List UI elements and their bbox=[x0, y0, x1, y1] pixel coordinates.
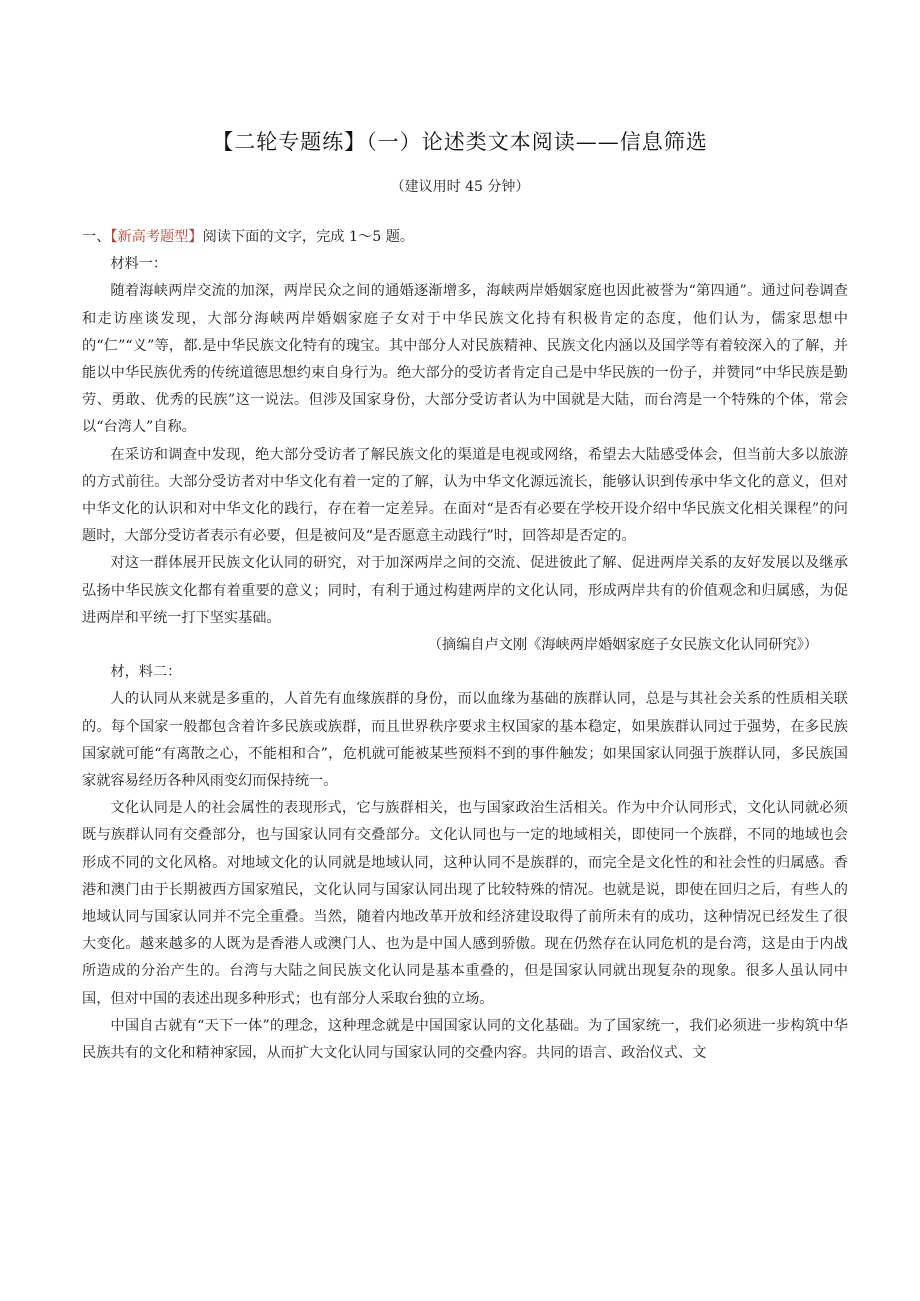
document-body bbox=[82, 224, 848, 1067]
question-number: 一、 bbox=[82, 229, 111, 245]
material-one-label: 材料一： bbox=[110, 256, 168, 273]
material-two-paragraph: 文化认同是人的社会属性的表现形式，它与族群相关，也与国家政治生活相关。作为中介认同形式，文化认同就必须既与族群认同有交叠部分，也与国家认同有交叠部分。文化认同也与一定的地域相关，即使同一个族群，不同的地域也会形成不同的文化风格。对地域文化的认同就是地域认同，这种认同不是族群的，而完全是文化性的和社会性的归属感。香港和澳门由于长期被西方国家殖民，文化认同与国家认同出现了比较特殊的情况。也就是说，即使在回归之后，有些人的地域认同与国家认同并不完全重叠。当然，随着内地改革开放和经济建设取得了前所未有的成功，这种情况已经发生了很大变化。越来越多的人既为是香港人或澳门人、也为是中国人感到骄傲。现在仍然存在认同危机的是台湾，这是由于内战所造成的分治产生的。台湾与大陆之间民族文化认同是基本重叠的，但是国家认同就出现复杂的现象。很多人虽认同中国，但对中国的表述出现多种形式；也有部分人采取台独的立场。 bbox=[82, 800, 848, 1007]
instruction-text: 阅读下面的文字，完成 1～5 题。 bbox=[202, 229, 415, 245]
question-type-tag: 【新高考题型】 bbox=[110, 229, 203, 245]
question-instruction bbox=[82, 224, 848, 251]
material-one-paragraph: 对这一群体展开民族文化认同的研究，对于加深两岸之间的交流、促进彼此了解、促进两岸关系的友好发展以及继承弘扬中华民族文化都有着重要的意义；同时，有利于通过构建两岸的文化认同，形成两岸共有的价值观念和归属感，为促进两岸和平统一打下坚实基础。 bbox=[82, 555, 848, 626]
material-two-paragraph: 中国自古就有“天下一体”的理念，这种理念就是中国国家认同的文化基础。为了国家统一，我们必须进一步构筑中华民族共有的文化和精神家园，从而扩大文化认同与国家认同的交叠内容。共同的语言、政治仪式、文 bbox=[82, 1017, 848, 1062]
suggested-time: （建议用时 45 分钟） bbox=[390, 179, 530, 195]
material-one-paragraph: 随着海峡两岸交流的加深，两岸民众之间的通婚逐渐增多，海峡两岸婚姻家庭也因此被誉为“第四通”。通过问卷调查和走访座谈发现，大部分海峡两岸婚姻家庭子女对于中华民族文化持有积极肯定的态度，他们认为，儒家思想中的“仁”“义”等，都.是中华民族文化特有的瑰宝。其中部分人对民族精神、民族文化内涵以及国学等有着较深入的了解，并能以中华民族优秀的传统道德思想约束自身行为。绝大部分的受访者肯定自己是中华民族的一份子，并赞同“中华民族是勤劳、勇敢、优秀的民族”这一说法。但涉及国家身份，大部分受访者认为中国就是大陆，而台湾是一个特殊的个体，常会以“台湾人”自称。 bbox=[82, 283, 848, 436]
material-two-label: 材，料二： bbox=[110, 664, 182, 681]
material-two-paragraph: 人的认同从来就是多重的，人首先有血缘族群的身份，而以血缘为基础的族群认同，总是与其社会关系的性质相关联的。每个国家一般都包含着许多民族或族群，而且世界秩序要求主权国家的基本稳定，如果族群认同过于强势，在多民族国家就可能“有离散之心，不能相和合”，危机就可能被某些预料不到的事件触发；如果国家认同强于族群认同，多民族国家就容易经历各种风雨变幻而保持统一。 bbox=[82, 691, 848, 790]
material-one-paragraph: 在采访和调查中发现，绝大部分受访者了解民族文化的渠道是电视或网络，希望去大陆感受体会，但当前大多以旅游的方式前往。大部分受访者对中华文化有着一定的了解，认为中华文化源远流长，能够认识到传承中华文化的意义，但对中华文化的认识和对中华文化的践行，存在着一定差异。在面对“是否有必要在学校开设介绍中华民族文化相关课程”的问题时，大部分受访者表示有必要，但是被问及“是否愿意主动践行”时，回答却是否定的。 bbox=[82, 446, 848, 545]
page-title: 【二轮专题练】（一）论述类文本阅读——信息筛选 bbox=[212, 130, 708, 154]
material-one-source: （摘编自卢文刚《海峡两岸婚姻家庭子女民族文化认同研究》） bbox=[427, 637, 818, 654]
